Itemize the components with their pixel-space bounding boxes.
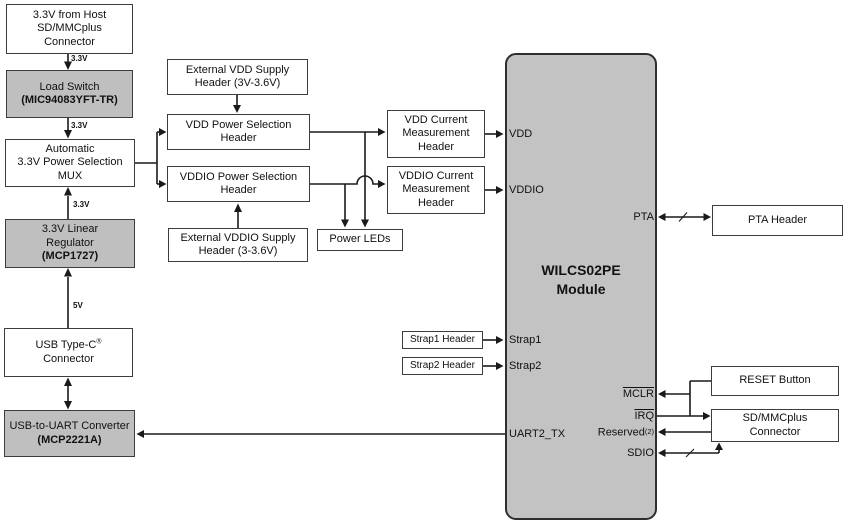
rail-label-5v: 5V — [73, 301, 83, 310]
vddio-wire-hop — [310, 176, 379, 184]
strap2-header-label: Strap2 Header — [409, 360, 476, 371]
pin-pta: PTA — [633, 211, 654, 223]
arrow-up-usb-to-regulator — [64, 268, 72, 277]
arrow-up-regulator-to-mux — [64, 187, 72, 196]
power-leds-box — [317, 229, 403, 251]
arrow-sdio-into-module — [658, 449, 666, 457]
arrow-sdio-into-sd — [715, 443, 723, 451]
arrow-uart2tx-into-converter — [137, 430, 145, 438]
vddio-power-selection-header-label: VDDIO Power Selection Header — [179, 170, 298, 196]
arrow-into-vdd-selection — [159, 128, 167, 136]
sd-mmcplus-connector-box — [711, 409, 839, 442]
linear-regulator-part-label: (MCP1727) — [41, 250, 99, 263]
reset-button-box — [711, 366, 839, 396]
arrow-vdd-to-leds — [361, 220, 369, 228]
strap1-header-label: Strap1 Header — [409, 334, 476, 345]
rail-label-3v3-top: 3.3V — [71, 54, 88, 63]
arrow-up-uart-to-usb — [64, 378, 72, 387]
pin-uart2-tx: UART2_TX — [509, 428, 566, 440]
arrow-into-vddio-measure — [378, 180, 386, 188]
arrow-into-vddio-selection — [159, 180, 167, 188]
vdd-power-selection-header-label: VDD Power Selection Header — [185, 118, 292, 144]
pin-mclr: MCLR — [622, 388, 654, 400]
arrow-vdd-pin — [496, 130, 504, 138]
external-vddio-supply-header-box — [168, 228, 308, 262]
vddio-current-measurement-label: VDDIO Current Measurement Header — [398, 169, 474, 209]
arrow-extvddio-up — [234, 204, 242, 213]
pin-reserved: Reserved(2) — [597, 426, 654, 439]
arrow-into-pta-header — [704, 213, 712, 221]
pin-vdd: VDD — [509, 128, 533, 140]
host-sd-connector-label: 3.3V from Host SD/MMCplus Connector — [32, 8, 107, 48]
pin-reserved-qty: (2) — [644, 427, 654, 436]
load-switch-box — [6, 70, 133, 118]
vdd-distribution-wires — [310, 132, 379, 220]
usb-uart-converter-label: USB-to-UART Converter — [9, 420, 130, 432]
pta-wire — [665, 213, 704, 222]
vdd-current-measurement-label: VDD Current Measurement Header — [402, 113, 470, 153]
strap1-header-box — [402, 331, 483, 349]
arrow-strap2-pin — [496, 362, 504, 370]
arrow-vddio-pin — [496, 186, 504, 194]
external-vddio-supply-header-label: External VDDIO Supply Header (3-3.6V) — [180, 231, 296, 257]
linear-regulator-box — [5, 219, 135, 268]
arrow-irq-into-sd — [703, 412, 711, 420]
arrow-strap1-pin — [496, 336, 504, 344]
pin-vddio: VDDIO — [509, 184, 544, 196]
rail-label-3v3-mid: 3.3V — [71, 121, 88, 130]
arrow-extvdd-down — [233, 105, 241, 113]
vddio-current-measurement-header-box — [387, 166, 485, 214]
module-title-line1: WILCS02PE — [541, 262, 621, 278]
strap2-header-box — [402, 357, 483, 375]
linear-regulator-label: 3.3V Linear Regulator — [41, 223, 99, 249]
load-switch-label: Load Switch — [39, 80, 100, 93]
usb-uart-converter-box — [4, 410, 135, 457]
arrow-vddio-to-leds — [341, 220, 349, 228]
pin-strap1: Strap1 — [509, 334, 542, 346]
vdd-power-selection-header-box — [167, 114, 310, 150]
arrow-reserved-into-module — [658, 428, 666, 436]
pta-header-label: PTA Header — [747, 213, 808, 226]
pin-strap2: Strap2 — [509, 360, 542, 372]
arrow-down-switch-to-mux — [64, 130, 72, 139]
power-mux-label: Automatic 3.3V Power Selection MUX — [17, 142, 123, 182]
vddio-power-selection-header-box — [167, 166, 310, 202]
arrow-into-vdd-measure — [378, 128, 386, 136]
reset-button-label: RESET Button — [739, 374, 811, 387]
measurement-to-module-wires — [485, 134, 497, 190]
usb-type-c-connector-box — [4, 328, 133, 377]
pta-header-box — [712, 205, 843, 236]
external-vdd-supply-header-box — [167, 59, 308, 95]
vdd-current-measurement-header-box — [387, 110, 485, 158]
arrow-down-usb-to-uart — [64, 401, 72, 410]
load-switch-part-label: (MIC94083YFT-TR) — [21, 94, 118, 106]
pin-irq: $\overline{IRQ}$ — [634, 410, 654, 422]
module-title — [505, 261, 657, 299]
sdio-wire — [665, 449, 719, 457]
registered-trademark-mark: ® — [96, 338, 102, 346]
rail-label-3v3-regulator: 3.3V — [73, 200, 90, 209]
sd-mmcplus-connector-label: SD/MMCplus Connector — [742, 412, 808, 438]
usb-uart-converter-part-label: (MCP2221A) — [37, 433, 102, 446]
pin-sdio: SDIO — [627, 447, 654, 459]
power-leds-label: Power LEDs — [329, 233, 391, 246]
strap-wires — [483, 340, 497, 366]
usb-type-c-line2: Connector — [43, 352, 94, 365]
host-sd-connector-box — [6, 4, 133, 54]
arrow-mclr-into-module — [658, 390, 666, 398]
arrow-pta-into-module — [658, 213, 666, 221]
power-mux-box — [5, 139, 135, 187]
module-title-line2: Module — [556, 281, 606, 297]
external-vdd-supply-header-label: External VDD Supply Header (3V-3.6V) — [185, 63, 290, 89]
reset-mclr-wire — [665, 381, 711, 416]
usb-type-c-line1: USB Type-C® — [35, 338, 102, 351]
